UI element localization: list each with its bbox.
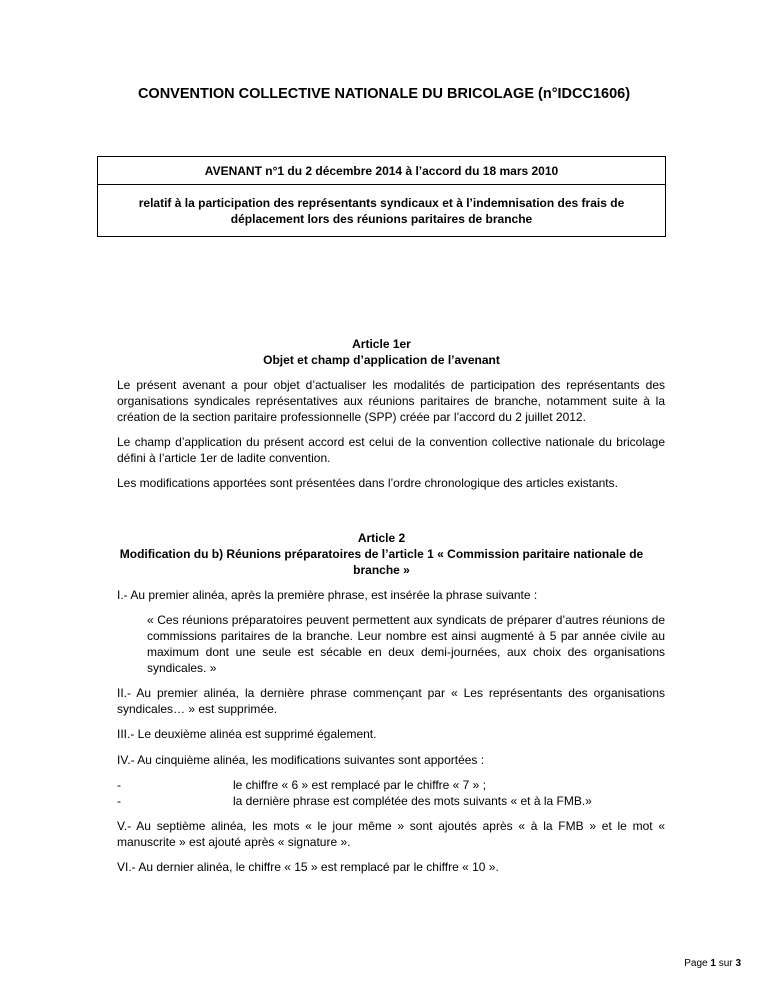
page-label: Page: [684, 958, 708, 969]
page-number: [684, 958, 741, 969]
article2-point-iii: III.- Le deuxième alinéa est supprimé également.: [117, 727, 377, 741]
article1-paragraph-2: Le champ d’application du présent accord est celui de la convention collective nationale du bricolage défini à l’article 1er de ladite convention.: [117, 435, 665, 465]
list-item-text: le chiffre « 6 » est remplacé par le chiffre « 7 » ;: [233, 778, 487, 792]
avenant-title: AVENANT n°1 du 2 décembre 2014 à l’accord du 18 mars 2010: [204, 164, 559, 178]
article2-number: Article 2: [357, 531, 406, 545]
page-total: 3: [735, 958, 741, 969]
article2-point-v: V.- Au septième alinéa, les mots « le jour même » sont ajoutés après « à la FMB » et le mot « manuscrite » est ajouté après « signature ».: [117, 819, 665, 849]
article1-paragraph-1: Le présent avenant a pour objet d’actualiser les modalités de participation des représentants des organisations syndicales représentatives aux réunions paritaires de branche, notamment suite à la création de la section paritaire professionnelle (SPP) créée par l’accord du 2 juillet 2012.: [117, 378, 665, 424]
article2-point-ii: II.- Au premier alinéa, la dernière phrase commençant par « Les représentants des organisations syndicales… » est supprimée.: [117, 686, 665, 716]
box-divider: [98, 184, 665, 185]
article2-quote: « Ces réunions préparatoires peuvent permettent aux syndicats de préparer d’autres réunions de commissions paritaires de la branche. Leur nombre est ainsi augmenté à 5 par année civile au maximum dont une seule est sécable en deux demi-journées, aux choix des organisations syndicales. »: [147, 613, 665, 675]
article1-number: Article 1er: [352, 337, 411, 351]
document-title: CONVENTION COLLECTIVE NATIONALE DU BRICOLAGE (n°IDCC1606): [137, 86, 631, 102]
page-current: 1: [710, 958, 716, 969]
article2-title: Modification du b) Réunions préparatoires de l’article 1 « Commission paritaire nationale de branche »: [119, 547, 644, 577]
page-separator: sur: [718, 958, 733, 969]
article1-title: Objet et champ d’application de l’avenant: [263, 353, 500, 367]
avenant-subtitle: relatif à la participation des représentants syndicaux et à l’indemnisation des frais de déplacement lors des réunions paritaires de branche: [138, 196, 625, 226]
article2-point-i: I.- Au premier alinéa, après la première phrase, est insérée la phrase suivante :: [117, 588, 538, 602]
article1-paragraph-3: Les modifications apportées sont présentées dans l’ordre chronologique des articles existants.: [117, 476, 618, 490]
avenant-box: [97, 156, 666, 237]
list-item-text: la dernière phrase est complétée des mots suivants « et à la FMB.»: [233, 794, 592, 808]
list-dash: -: [117, 794, 121, 808]
article2-point-iv: IV.- Au cinquième alinéa, les modifications suivantes sont apportées :: [117, 753, 485, 767]
article2-point-vi: VI.- Au dernier alinéa, le chiffre « 15 » est remplacé par le chiffre « 10 ».: [117, 860, 499, 874]
list-dash: -: [117, 778, 121, 792]
